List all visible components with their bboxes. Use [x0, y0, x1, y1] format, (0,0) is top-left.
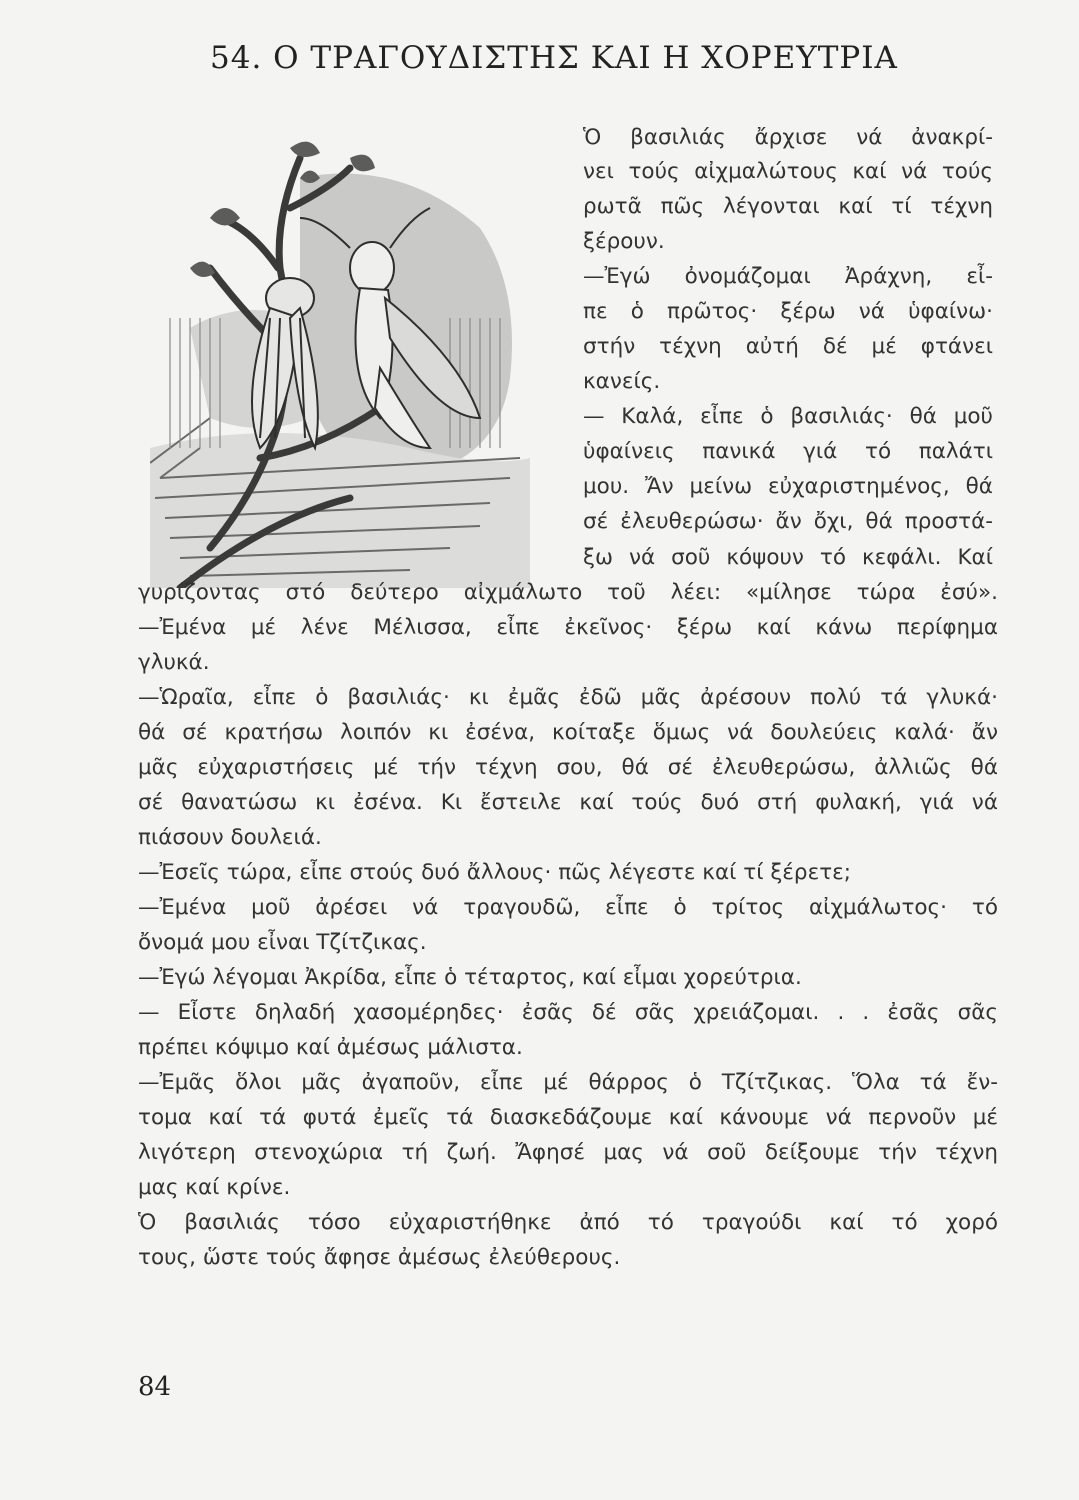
story-line: πε ὁ πρῶτος· ξέρω νά ὑφαίνω·: [583, 299, 993, 324]
story-line: —Ἐμᾶς ὅλοι μᾶς ἀγαποῦν, εἶπε μέ θάρρος ὁ Τζίτζικας. Ὅλα τά ἔν-: [138, 1070, 998, 1095]
story-line: —Ὡραῖα, εἶπε ὁ βασιλιάς· κι ἐμᾶς ἐδῶ μᾶς ἀρέσουν πολύ τά γλυκά·: [138, 685, 998, 710]
story-line: ὑφαίνεις πανικά γιά τό παλάτι: [583, 439, 993, 464]
story-line: νει τούς αἰχμαλώτους καί νά τούς: [583, 159, 993, 184]
story-line: γλυκά.: [138, 650, 210, 675]
story-line: ξέρουν.: [583, 229, 665, 254]
story-line: πρέπει κόψιμο καί ἀμέσως μάλιστα.: [138, 1035, 523, 1060]
story-line: σέ ἐλευθερώσω· ἄν ὄχι, θά προστά-: [583, 509, 993, 534]
story-line: — Καλά, εἶπε ὁ βασιλιάς· θά μοῦ: [583, 404, 993, 429]
story-line: —Ἐμένα μέ λένε Μέλισσα, εἶπε ἐκεῖνος· ξέρω καί κάνω περίφημα: [138, 615, 998, 640]
story-line: κανείς.: [583, 369, 661, 394]
story-line: μου. Ἄν μείνω εὐχαριστημένος, θά: [583, 474, 993, 499]
story-line: —Ἐγώ λέγομαι Ἀκρίδα, εἶπε ὁ τέταρτος, καί εἶμαι χορεύτρια.: [138, 965, 802, 990]
story-line: τους, ὥστε τούς ἄφησε ἀμέσως ἐλεύθερους.: [138, 1245, 621, 1270]
story-line: ξω νά σοῦ κόψουν τό κεφάλι. Καί: [583, 545, 993, 570]
story-line: στήν τέχνη αὐτή δέ μέ φτάνει: [583, 334, 993, 359]
story-line: —Ἐγώ ὀνομάζομαι Ἀράχνη, εἶ-: [583, 264, 993, 289]
story-line: πιάσουν δουλειά.: [138, 825, 322, 850]
story-line: ὄνομά μου εἶναι Τζίτζικας.: [138, 930, 427, 955]
story-line: μᾶς εὐχαριστήσεις μέ τήν τέχνη σου, θά σέ ἐλευθερώσω, ἀλλιῶς θά: [138, 755, 998, 780]
story-line: μας καί κρίνε.: [138, 1175, 291, 1200]
chapter-title: 54. Ο ΤΡΑΓΟΥΔΙΣΤΗΣ ΚΑΙ Η ΧΟΡΕΥΤΡΙΑ: [210, 40, 898, 76]
insects-illustration: [150, 118, 530, 588]
story-line: —Ἐμένα μοῦ ἀρέσει νά τραγουδῶ, εἶπε ὁ τρίτος αἰχμάλωτος· τό: [138, 895, 998, 920]
story-line: Ὁ βασιλιάς τόσο εὐχαριστήθηκε ἀπό τό τραγούδι καί τό χορό: [138, 1210, 998, 1235]
story-line: σέ θανατώσω κι ἐσένα. Κι ἔστειλε καί τούς δυό στή φυλακή, γιά νά: [138, 790, 998, 815]
story-line: λιγότερη στενοχώρια τή ζωή. Ἄφησέ μας νά σοῦ δείξουμε τήν τέχνη: [138, 1140, 998, 1165]
story-line: ρωτᾶ πῶς λέγονται καί τί τέχνη: [583, 194, 993, 219]
story-line: —Ἐσεῖς τώρα, εἶπε στούς δυό ἄλλους· πῶς λέγεστε καί τί ξέρετε;: [138, 860, 852, 885]
story-line: γυρίζοντας στό δεύτερο αἰχμάλωτο τοῦ λέει: «μίλησε τώρα ἐσύ».: [138, 580, 998, 605]
story-line: θά σέ κρατήσω λοιπόν κι ἐσένα, κοίταξε ὅμως νά δουλεύεις καλά· ἄν: [138, 720, 998, 745]
page-number: 84: [138, 1372, 172, 1402]
story-line: τομα καί τά φυτά ἐμεῖς τά διασκεδάζουμε καί κάνουμε νά περνοῦν μέ: [138, 1105, 998, 1130]
story-line: Ὁ βασιλιάς ἄρχισε νά ἀνακρί-: [583, 125, 993, 150]
story-line: — Εἶστε δηλαδή χασομέρηδες· ἐσᾶς δέ σᾶς χρειάζομαι. . . ἐσᾶς σᾶς: [138, 1000, 998, 1025]
